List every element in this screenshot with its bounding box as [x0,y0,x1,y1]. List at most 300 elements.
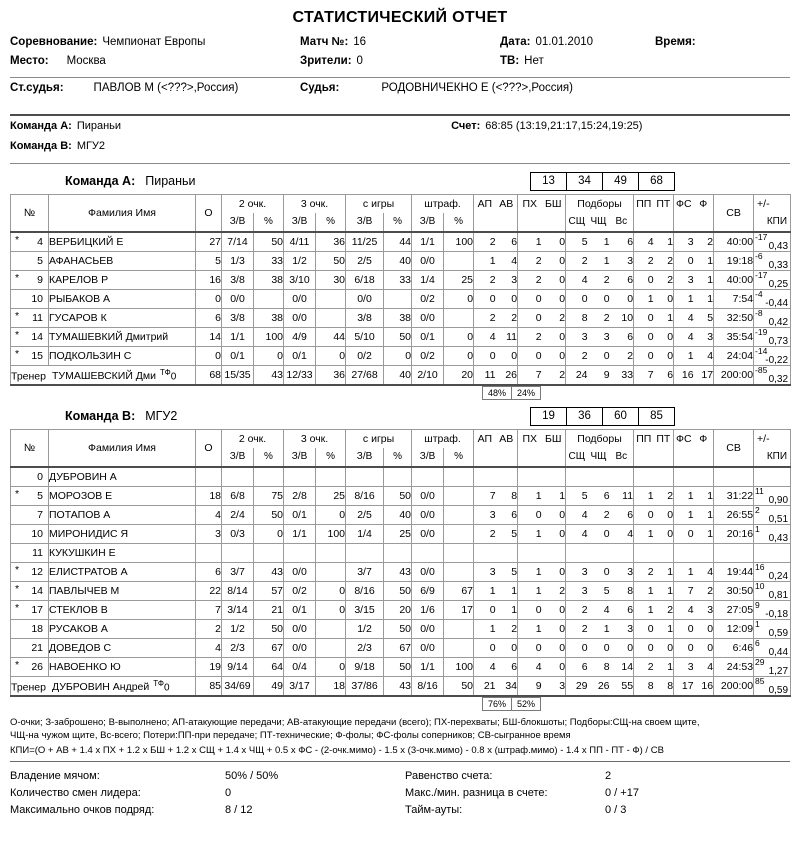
player-ft-made-att: 0/2 [412,290,444,309]
team-a-table-body [11,232,791,385]
player-field-pct [384,290,412,309]
col-ap-sub [474,213,496,232]
starter-star-icon: * [15,583,20,595]
score-value: 68:85 (13:19,21:17,15:24,19:25) [485,120,643,132]
player-kpi: -0,18 [765,609,789,620]
team-totals-row [11,366,791,386]
player-reb-own: 6 [566,658,588,677]
col-ft-made-att: З/В [412,448,444,467]
player-fouls-drawn: 1 [674,506,694,525]
player-plus-minus: -4 [755,289,763,299]
player-plusminus-kpi-cell [754,347,791,366]
player-number: 7 [37,509,43,521]
player-points: 19 [196,658,222,677]
player-fouls-drawn [674,544,694,563]
player-played-time: 24:04 [714,347,754,366]
team-a-stats-table [10,194,791,386]
player-two-pct: 0 [254,525,284,544]
summary-row [10,770,790,787]
player-plus-minus: -17 [755,232,768,242]
place-field [10,55,300,67]
player-field-made-att: 1/2 [346,620,384,639]
table-row[interactable] [11,309,791,328]
player-ft-pct: 25 [444,271,474,290]
col-field-goals: с игры [346,430,412,449]
starter-star-icon: * [15,234,20,246]
player-three-made-att: 4/11 [284,232,316,252]
player-reb-total: 3 [610,620,634,639]
totals-fouls: 16 [694,677,714,697]
player-three-pct: 100 [316,525,346,544]
player-three-made-att: 0/4 [284,658,316,677]
player-number-cell [11,544,49,563]
date-field [500,36,655,48]
player-two-pct: 50 [254,232,284,252]
player-field-pct: 50 [384,487,412,506]
player-assists-total: 6 [496,232,518,252]
player-fouls: 1 [694,271,714,290]
table-row[interactable] [11,658,791,677]
player-steals: 0 [518,290,542,309]
player-name: РУСАКОВ А [49,620,196,639]
player-reb-own: 2 [566,252,588,271]
player-two-pct: 57 [254,582,284,601]
player-points: 2 [196,620,222,639]
player-turnovers-pass: 0 [634,639,654,658]
totals-ft-made-att: 8/16 [412,677,444,697]
col-three-made-att: З/В [284,213,316,232]
player-points: 18 [196,487,222,506]
totals-three-made-att: 3/17 [284,677,316,697]
player-steals: 1 [518,525,542,544]
player-name: КУКУШКИН Е [49,544,196,563]
player-points [196,467,222,487]
player-reb-own [566,467,588,487]
player-two-pct: 100 [254,328,284,347]
player-turnovers-pass [634,544,654,563]
totals-two-made-att: 15/35 [222,366,254,386]
summary-key-right: Тайм-ауты: [405,804,463,816]
player-turnovers-tech: 0 [654,347,674,366]
player-plusminus-kpi-cell [754,309,791,328]
chief-referee-value: ПАВЛОВ М (<???>,Россия) [93,82,239,94]
player-turnovers-tech: 0 [654,525,674,544]
player-number-cell [11,601,49,620]
player-turnovers-pass [634,467,654,487]
player-turnovers-pass: 1 [634,582,654,601]
table-row[interactable] [11,639,791,658]
team-a-rebound-pct-strip [10,386,790,400]
player-turnovers-pass: 2 [634,563,654,582]
player-number: 12 [31,566,43,578]
player-two-made-att: 8/14 [222,582,254,601]
meta-row-referees [10,82,790,101]
player-two-made-att: 7/14 [222,232,254,252]
col-field-made-att: З/В [346,448,384,467]
player-plus-minus: -8 [755,308,763,318]
player-reb-opp [588,544,610,563]
player-blocks: 0 [542,232,566,252]
player-fouls-drawn [674,467,694,487]
player-field-pct: 20 [384,601,412,620]
col-three-pct: % [316,213,346,232]
player-three-made-att [284,467,316,487]
player-field-made-att: 3/7 [346,563,384,582]
player-kpi: 0,51 [768,514,789,525]
player-reb-own: 0 [566,639,588,658]
player-fouls [694,467,714,487]
player-reb-total: 6 [610,328,634,347]
col-pp: ПП [634,430,654,449]
player-ft-pct [444,544,474,563]
col-kpi: КПИ [754,213,791,232]
player-two-made-att: 3/14 [222,601,254,620]
col-bsh-sub [542,448,566,467]
team-a-summary-line [10,120,790,140]
player-blocks: 0 [542,620,566,639]
totals-two-pct: 49 [254,677,284,697]
player-field-pct: 43 [384,563,412,582]
player-field-pct: 38 [384,309,412,328]
header-row-top [11,430,791,449]
col-ap-sub [474,448,496,467]
table-row[interactable] [11,525,791,544]
player-fouls-drawn: 3 [674,232,694,252]
player-points: 4 [196,639,222,658]
player-reb-opp [588,467,610,487]
player-turnovers-tech: 1 [654,232,674,252]
team-b-stats-table [10,429,791,697]
player-assists-total: 6 [496,658,518,677]
player-three-pct: 0 [316,601,346,620]
player-steals: 4 [518,658,542,677]
player-reb-total: 10 [610,309,634,328]
player-played-time [714,544,754,563]
player-fouls: 4 [694,658,714,677]
table-row[interactable] [11,563,791,582]
player-two-made-att: 2/3 [222,639,254,658]
player-three-pct [316,544,346,563]
totals-two-pct: 43 [254,366,284,386]
player-ft-pct [444,506,474,525]
player-field-pct [384,544,412,563]
technical-fouls-label: ТФ [153,678,164,688]
referee-label: Судья: [300,82,340,94]
player-field-pct: 67 [384,639,412,658]
player-reb-total: 8 [610,582,634,601]
player-points: 14 [196,328,222,347]
player-plus-minus: 6 [755,638,760,648]
player-number: 5 [37,255,43,267]
player-two-pct: 67 [254,639,284,658]
player-three-pct [316,563,346,582]
player-plusminus-kpi-cell [754,467,791,487]
player-number: 17 [31,604,43,616]
col-field-pct: % [384,448,412,467]
table-row[interactable] [11,232,791,252]
player-plusminus-kpi-cell [754,601,791,620]
player-ft-pct [444,252,474,271]
tv-field [500,55,544,67]
table-row[interactable] [11,601,791,620]
referee-value: РОДОВНИЧЕКНО Е (<???>,Россия) [381,82,573,94]
player-kpi: 0,24 [768,571,789,582]
player-reb-own: 3 [566,328,588,347]
team-a-label: Команда А: [10,120,72,132]
player-number: 26 [31,661,43,673]
player-kpi: 0,43 [768,533,789,544]
player-reb-own: 2 [566,601,588,620]
player-fouls: 1 [694,506,714,525]
player-played-time: 35:54 [714,328,754,347]
player-two-pct: 38 [254,309,284,328]
team-b-q3: 60 [603,408,639,425]
team-b-own-reb-pct: 76% [482,697,512,711]
player-name: ВЕРБИЦКИЙ Е [49,232,196,252]
team-b-label: Команда В: [10,140,72,152]
match-number-label: Матч №: [300,36,349,48]
player-name: ДОВЕДОВ С [49,639,196,658]
totals-assists-total: 34 [496,677,518,697]
col-pp: ПП [634,195,654,214]
player-reb-total: 6 [610,601,634,620]
player-steals: 0 [518,506,542,525]
player-ft-pct: 0 [444,328,474,347]
totals-played-time: 200:00 [714,366,754,386]
player-assists: 2 [474,309,496,328]
player-ft-made-att: 0/2 [412,347,444,366]
starter-star-icon: * [15,310,20,322]
player-field-made-att: 3/8 [346,309,384,328]
col-two-made-att: З/В [222,448,254,467]
player-assists: 0 [474,601,496,620]
player-turnovers-tech: 2 [654,601,674,620]
table-row[interactable] [11,506,791,525]
player-points: 6 [196,563,222,582]
coach-name: ТУМАШЕВСКИЙ Дми [51,370,157,383]
player-ft-made-att: 1/1 [412,232,444,252]
starter-star-icon: * [15,348,20,360]
player-field-made-att: 2/5 [346,252,384,271]
player-ft-made-att: 6/9 [412,582,444,601]
table-row[interactable] [11,582,791,601]
col-fs: ФС [674,430,694,449]
player-three-made-att: 3/10 [284,271,316,290]
table-row[interactable] [11,544,791,563]
team-b-q4: 85 [650,409,663,422]
table-row[interactable] [11,487,791,506]
player-ft-pct: 67 [444,582,474,601]
team-b-rebound-pct-strip [10,697,790,711]
player-reb-total [610,467,634,487]
team-totals-row [11,677,791,697]
player-three-pct: 0 [316,582,346,601]
totals-turnovers-tech: 6 [654,366,674,386]
player-steals: 1 [518,563,542,582]
player-three-pct: 36 [316,232,346,252]
player-name: ЕЛИСТРАТОВ А [49,563,196,582]
totals-assists: 11 [474,366,496,386]
summary-key-right: Равенство счета: [405,770,493,782]
player-fouls: 1 [694,487,714,506]
player-assists-total [496,467,518,487]
col-fs: ФС [674,195,694,214]
player-ft-made-att: 0/0 [412,252,444,271]
player-blocks: 0 [542,347,566,366]
col-free-throws: штраф. [412,430,474,449]
player-turnovers-tech: 1 [654,582,674,601]
player-played-time: 32:50 [714,309,754,328]
summary-key-left: Владение мячом: [10,770,100,782]
player-reb-opp: 1 [588,620,610,639]
totals-plus-minus: -85 [755,365,768,375]
summary-key-left: Максимально очков подряд: [10,804,155,816]
col-points: О [196,430,222,468]
meta-row-place [10,55,790,74]
player-blocks: 0 [542,271,566,290]
col-av-sub [496,213,518,232]
col-reb-opp: ЧЩ [588,213,610,232]
player-turnovers-tech [654,467,674,487]
player-plusminus-kpi-cell [754,658,791,677]
player-three-made-att: 1/1 [284,525,316,544]
player-steals: 2 [518,252,542,271]
col-rebounds: Подборы [566,195,634,214]
totals-kpi: 0,59 [768,685,789,696]
player-kpi: 0,25 [768,279,789,290]
player-number-cell [11,582,49,601]
player-three-made-att: 0/0 [284,639,316,658]
player-three-made-att: 2/8 [284,487,316,506]
player-assists [474,467,496,487]
table-row[interactable] [11,328,791,347]
coach-name: ДУБРОВИН Андрей [51,681,150,694]
player-steals [518,544,542,563]
table-row[interactable] [11,467,791,487]
totals-fouls-drawn: 17 [674,677,694,697]
player-number: 4 [37,236,43,248]
bottom-summary-block [10,766,790,821]
player-assists-total: 3 [496,271,518,290]
totals-blocks: 2 [542,366,566,386]
team-b-title-name: МГУ2 [145,409,178,423]
totals-three-pct: 18 [316,677,346,697]
team-a-table-head [11,195,791,233]
totals-turnovers-pass: 8 [634,677,654,697]
player-kpi: 0,90 [768,495,789,506]
player-reb-opp: 0 [588,525,610,544]
player-number-cell [11,620,49,639]
totals-turnovers-pass: 7 [634,366,654,386]
player-played-time: 7:54 [714,290,754,309]
player-number: 9 [37,274,43,286]
col-number: № [11,195,49,233]
player-three-made-att: 4/9 [284,328,316,347]
player-kpi: -0,44 [765,298,789,309]
player-three-pct: 0 [316,506,346,525]
table-row[interactable] [11,271,791,290]
col-av: АВ [496,430,518,449]
player-turnovers-pass: 1 [634,601,654,620]
totals-steals: 9 [518,677,542,697]
player-assists: 1 [474,582,496,601]
player-reb-total: 0 [610,290,634,309]
player-ft-made-att: 0/0 [412,620,444,639]
player-assists-total: 8 [496,487,518,506]
player-assists-total: 0 [496,290,518,309]
table-row[interactable] [11,290,791,309]
col-field-pct: % [384,213,412,232]
col-f-sub [694,213,714,232]
player-plus-minus: -14 [755,346,768,356]
player-ft-pct [444,487,474,506]
player-field-made-att: 1/4 [346,525,384,544]
totals-reb-own: 24 [566,366,588,386]
player-number-cell [11,467,49,487]
table-row[interactable] [11,620,791,639]
player-kpi: 0,33 [768,260,789,271]
totals-three-pct: 36 [316,366,346,386]
team-b-q1: 19 [531,408,567,425]
player-two-made-att: 3/8 [222,271,254,290]
player-reb-total: 14 [610,658,634,677]
col-two-points: 2 очк. [222,195,284,214]
player-plus-minus: 1 [755,524,760,534]
player-reb-own: 4 [566,525,588,544]
col-f-sub [694,448,714,467]
coach-label: Тренер [11,681,46,694]
player-reb-total: 3 [610,563,634,582]
player-name: ТУМАШЕВКИЙ Дмитрий [49,328,196,347]
player-ft-made-att [412,544,444,563]
starter-star-icon: * [15,329,20,341]
col-player-name: Фамилия Имя [49,430,196,468]
team-a-q2: 34 [567,173,603,190]
player-field-made-att: 11/25 [346,232,384,252]
player-three-made-att: 1/2 [284,252,316,271]
player-number-cell [11,487,49,506]
player-name: ПОДКОЛЬЗИН С [49,347,196,366]
player-number-cell [11,309,49,328]
player-three-pct [316,467,346,487]
player-fouls-drawn: 0 [674,620,694,639]
player-reb-opp: 2 [588,271,610,290]
col-three-points: 3 очк. [284,195,346,214]
player-fouls: 2 [694,232,714,252]
divider-above-teams [10,114,790,116]
table-row[interactable] [11,347,791,366]
summary-value-left: 50% / 50% [225,770,279,782]
player-two-pct: 21 [254,601,284,620]
player-reb-total: 11 [610,487,634,506]
player-fouls: 0 [694,620,714,639]
col-played-time: СВ [714,195,754,233]
player-fouls-drawn: 1 [674,347,694,366]
player-three-pct: 25 [316,487,346,506]
player-turnovers-tech: 2 [654,252,674,271]
player-plusminus-kpi-cell [754,639,791,658]
technical-fouls-badge [160,368,176,383]
col-number: № [11,430,49,468]
table-row[interactable] [11,252,791,271]
player-assists: 0 [474,290,496,309]
player-number-cell [11,271,49,290]
player-steals: 2 [518,328,542,347]
player-turnovers-tech: 1 [654,309,674,328]
col-av-sub [496,448,518,467]
col-reb-own: СЩ [566,448,588,467]
player-assists [474,544,496,563]
